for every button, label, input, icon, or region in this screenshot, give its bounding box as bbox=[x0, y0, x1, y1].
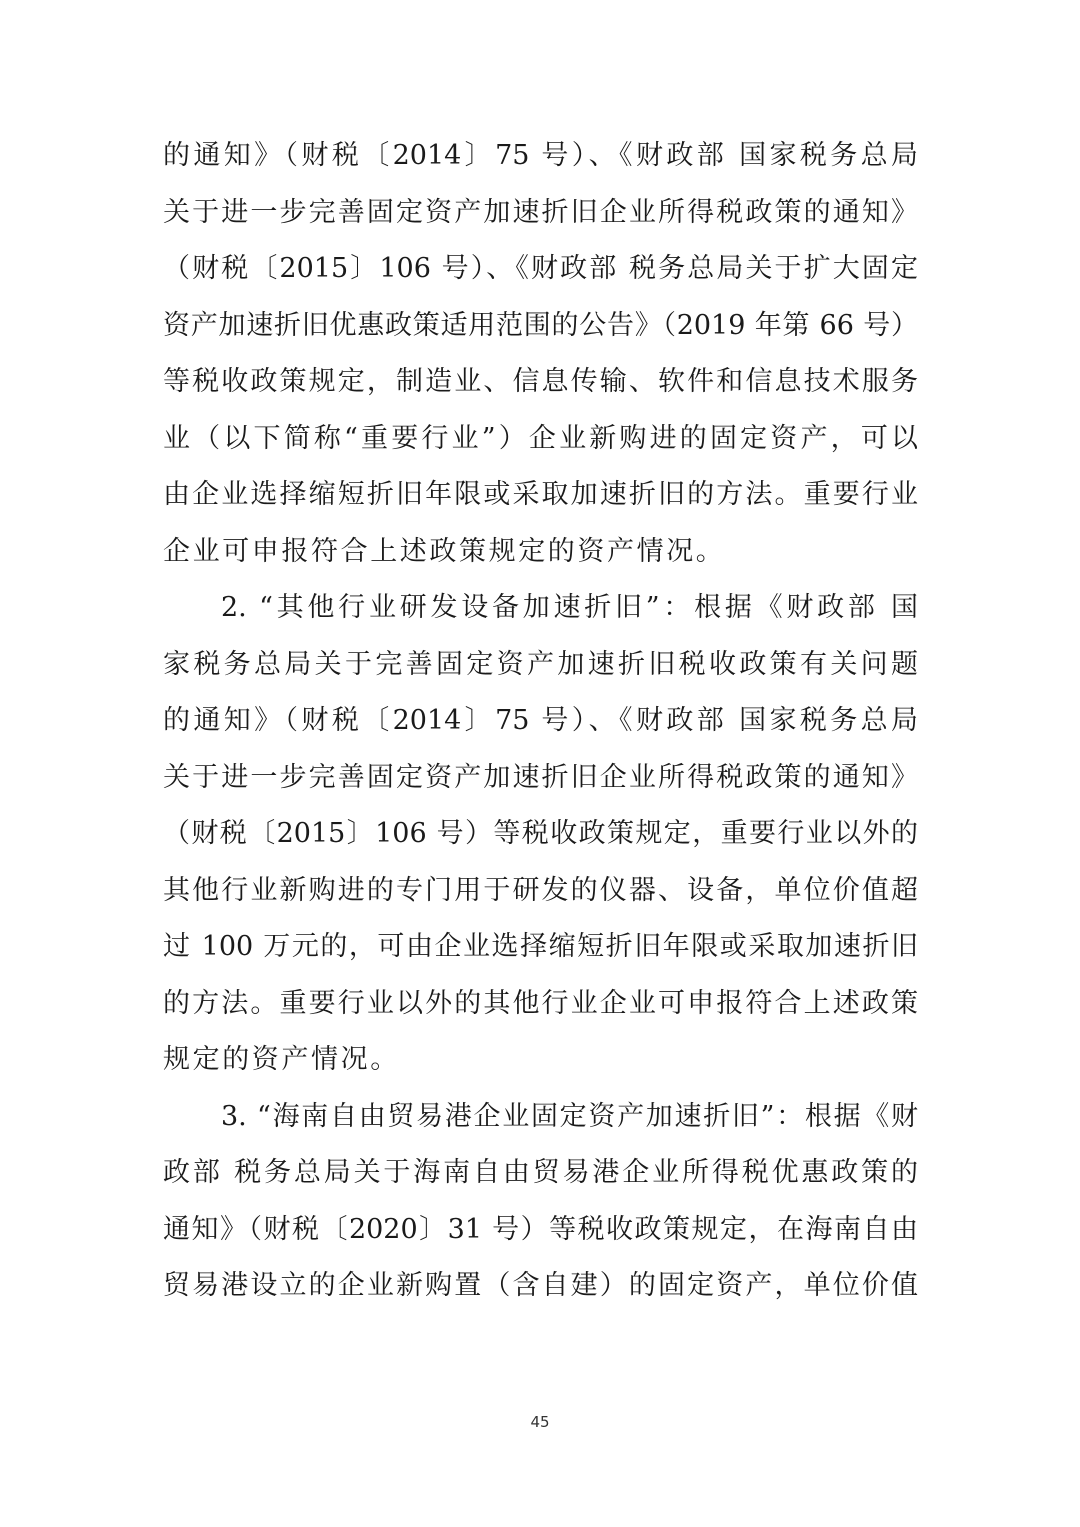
text-line: 3. “海南自由贸易港企业固定资产加速折旧”：根据《财 bbox=[221, 1100, 918, 1132]
text-line: 等税收政策规定，制造业、信息传输、软件和信息技术服务 bbox=[163, 366, 918, 397]
text-line: 贸易港设立的企业新购置（含自建）的固定资产，单位价值 bbox=[163, 1270, 918, 1301]
text-line: 资产加速折旧优惠政策适用范围的公告》（2019 年第 66 号） bbox=[163, 309, 918, 341]
text-line: 的通知》（财税〔2014〕75 号）、《财政部 国家税务总局 bbox=[163, 140, 918, 171]
text-line: 过 100 万元的，可由企业选择缩短折旧年限或采取加速折旧 bbox=[163, 931, 918, 962]
text-line: 规定的资产情况。 bbox=[163, 1044, 400, 1075]
text-line: （财税〔2015〕106 号）、《财政部 税务总局关于扩大固定 bbox=[163, 253, 918, 284]
text-line: 由企业选择缩短折旧年限或采取加速折旧的方法。重要行业 bbox=[163, 479, 918, 510]
text-line: 关于进一步完善固定资产加速折旧企业所得税政策的通知》 bbox=[163, 761, 918, 793]
page-number: 45 bbox=[530, 1413, 550, 1431]
text-line: 通知》（财税〔2020〕31 号）等税收政策规定，在海南自由 bbox=[163, 1213, 918, 1245]
text-line: 政部 税务总局关于海南自由贸易港企业所得税优惠政策的 bbox=[163, 1157, 918, 1188]
text-line: 其他行业新购进的专门用于研发的仪器、设备，单位价值超 bbox=[163, 874, 918, 906]
text-line: 家税务总局关于完善固定资产加速折旧税收政策有关问题 bbox=[163, 648, 918, 680]
text-line: 的通知》（财税〔2014〕75 号）、《财政部 国家税务总局 bbox=[163, 705, 918, 736]
text-line: 业（以下简称“重要行业”）企业新购进的固定资产，可以 bbox=[163, 422, 918, 454]
text-line: 2. “其他行业研发设备加速折旧”：根据《财政部 国 bbox=[221, 592, 918, 623]
text-line: 关于进一步完善固定资产加速折旧企业所得税政策的通知》 bbox=[163, 196, 918, 228]
text-line: 企业可申报符合上述政策规定的资产情况。 bbox=[163, 535, 726, 567]
text-line: 的方法。重要行业以外的其他行业企业可申报符合上述政策 bbox=[163, 987, 918, 1019]
body-text bbox=[163, 128, 918, 1315]
text-line: （财税〔2015〕106 号）等税收政策规定，重要行业以外的 bbox=[163, 818, 918, 849]
